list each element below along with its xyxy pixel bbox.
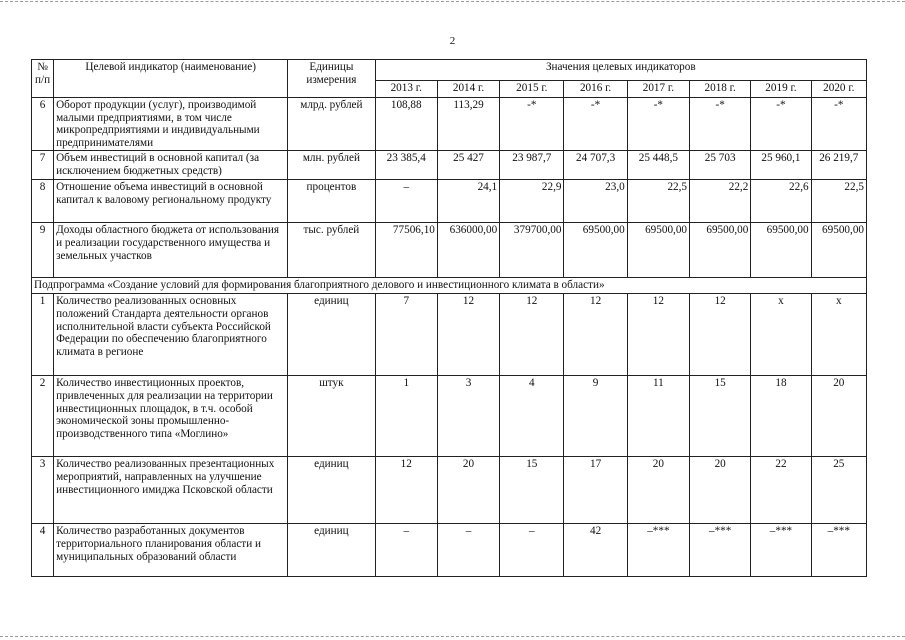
unit-cell: единиц	[288, 457, 375, 524]
value-cell: 22,5	[811, 180, 866, 223]
value-cell: 69500,00	[627, 223, 689, 278]
subprogram-row	[32, 278, 867, 294]
value-cell: 108,88	[375, 98, 437, 151]
indicators-table	[31, 59, 867, 577]
header-year: 2020 г.	[811, 81, 866, 98]
value-cell: 25 703	[690, 151, 751, 180]
value-cell: 23 385,4	[375, 151, 437, 180]
value-cell: 11	[627, 376, 689, 457]
value-cell: 23,0	[564, 180, 627, 223]
value-cell: 69500,00	[564, 223, 627, 278]
subprogram-title: Подпрограмма «Создание условий для формирования благоприятного делового и инвестиционного климата в области»	[32, 278, 867, 294]
unit-cell: тыс. рублей	[288, 223, 375, 278]
indicator-name: Оборот продукции (услуг), производимой малыми предприятиями, в том числе микропредприятиями и индивидуальными предпринимателями	[54, 98, 288, 151]
value-cell: 1	[375, 376, 437, 457]
value-cell: -*	[627, 98, 689, 151]
value-cell: 18	[751, 376, 811, 457]
row-number: 1	[32, 294, 54, 376]
value-cell: 12	[500, 294, 564, 376]
value-cell: 20	[437, 457, 499, 524]
value-cell: 22	[751, 457, 811, 524]
row-number: 3	[32, 457, 54, 524]
page-number: 2	[449, 35, 456, 47]
value-cell: –	[375, 180, 437, 223]
indicator-name: Отношение объема инвестиций в основной капитал к валовому региональному продукту	[54, 180, 288, 223]
unit-cell: единиц	[288, 524, 375, 577]
row-number: 8	[32, 180, 54, 223]
row-number: 6	[32, 98, 54, 151]
value-cell: 12	[437, 294, 499, 376]
value-cell: –***	[627, 524, 689, 577]
value-cell: 20	[811, 376, 866, 457]
value-cell: 26 219,7	[811, 151, 866, 180]
value-cell: 12	[627, 294, 689, 376]
header-year: 2019 г.	[751, 81, 811, 98]
table-row	[32, 376, 867, 457]
value-cell: 25 448,5	[627, 151, 689, 180]
row-number: 4	[32, 524, 54, 577]
value-cell: –	[500, 524, 564, 577]
value-cell: 69500,00	[811, 223, 866, 278]
value-cell: 69500,00	[751, 223, 811, 278]
indicator-name: Количество реализованных презентационных мероприятий, направленных на улучшение инвестиционного имиджа Псковской области	[54, 457, 288, 524]
value-cell: 9	[564, 376, 627, 457]
value-cell: –	[375, 524, 437, 577]
value-cell: 25	[811, 457, 866, 524]
header-year: 2018 г.	[690, 81, 751, 98]
header-indicator: Целевой индикатор (наименование)	[54, 60, 288, 98]
value-cell: 22,9	[500, 180, 564, 223]
table-row	[32, 457, 867, 524]
value-cell: 22,5	[627, 180, 689, 223]
value-cell: 22,6	[751, 180, 811, 223]
value-cell: 23 987,7	[500, 151, 564, 180]
indicator-name: Количество разработанных документов территориального планирования области и муниципальных образований области	[54, 524, 288, 577]
header-year: 2014 г.	[437, 81, 499, 98]
value-cell: 20	[627, 457, 689, 524]
value-cell: х	[811, 294, 866, 376]
value-cell: 12	[690, 294, 751, 376]
indicator-name: Объем инвестиций в основной капитал (за исключением бюджетных средств)	[54, 151, 288, 180]
header-year: 2015 г.	[500, 81, 564, 98]
value-cell: 3	[437, 376, 499, 457]
header-num: № п/п	[32, 60, 54, 98]
indicator-name: Доходы областного бюджета от использования и реализации государственного имущества и земельных участков	[54, 223, 288, 278]
value-cell: 25 960,1	[751, 151, 811, 180]
value-cell: –***	[811, 524, 866, 577]
value-cell: -*	[690, 98, 751, 151]
header-values: Значения целевых индикаторов	[375, 60, 866, 81]
table-row	[32, 151, 867, 180]
header-year: 2017 г.	[627, 81, 689, 98]
row-number: 2	[32, 376, 54, 457]
value-cell: 42	[564, 524, 627, 577]
value-cell: 636000,00	[437, 223, 499, 278]
value-cell: –***	[751, 524, 811, 577]
table-row	[32, 223, 867, 278]
value-cell: 22,2	[690, 180, 751, 223]
scan-edge-top	[0, 1, 905, 2]
value-cell: 4	[500, 376, 564, 457]
value-cell: 17	[564, 457, 627, 524]
indicator-name: Количество инвестиционных проектов, привлеченных для реализации на территории инвестиционных площадок, в т.ч. особой экономической зоны промышленно-производственного типа «Моглино»	[54, 376, 288, 457]
unit-cell: млрд. рублей	[288, 98, 375, 151]
value-cell: –***	[690, 524, 751, 577]
scan-edge-bottom	[0, 636, 905, 637]
value-cell: 69500,00	[690, 223, 751, 278]
row-number: 7	[32, 151, 54, 180]
value-cell: 379700,00	[500, 223, 564, 278]
header-unit: Единицы измерения	[288, 60, 375, 98]
value-cell: -*	[751, 98, 811, 151]
table-row	[32, 294, 867, 376]
table-row	[32, 98, 867, 151]
value-cell: 77506,10	[375, 223, 437, 278]
unit-cell: штук	[288, 376, 375, 457]
value-cell: 25 427	[437, 151, 499, 180]
value-cell: –	[437, 524, 499, 577]
value-cell: -*	[811, 98, 866, 151]
value-cell: -*	[500, 98, 564, 151]
unit-cell: процентов	[288, 180, 375, 223]
row-number: 9	[32, 223, 54, 278]
value-cell: 24,1	[437, 180, 499, 223]
table-row	[32, 524, 867, 577]
value-cell: -*	[564, 98, 627, 151]
unit-cell: млн. рублей	[288, 151, 375, 180]
value-cell: 20	[690, 457, 751, 524]
header-year: 2016 г.	[564, 81, 627, 98]
value-cell: 12	[375, 457, 437, 524]
header-year: 2013 г.	[375, 81, 437, 98]
unit-cell: единиц	[288, 294, 375, 376]
value-cell: 7	[375, 294, 437, 376]
value-cell: х	[751, 294, 811, 376]
value-cell: 15	[690, 376, 751, 457]
indicator-name: Количество реализованных основных положений Стандарта деятельности органов исполнительной власти субъекта Российской Федерации по обеспечению благоприятного климата в регионе	[54, 294, 288, 376]
value-cell: 15	[500, 457, 564, 524]
value-cell: 12	[564, 294, 627, 376]
table-row	[32, 180, 867, 223]
value-cell: 24 707,3	[564, 151, 627, 180]
value-cell: 113,29	[437, 98, 499, 151]
